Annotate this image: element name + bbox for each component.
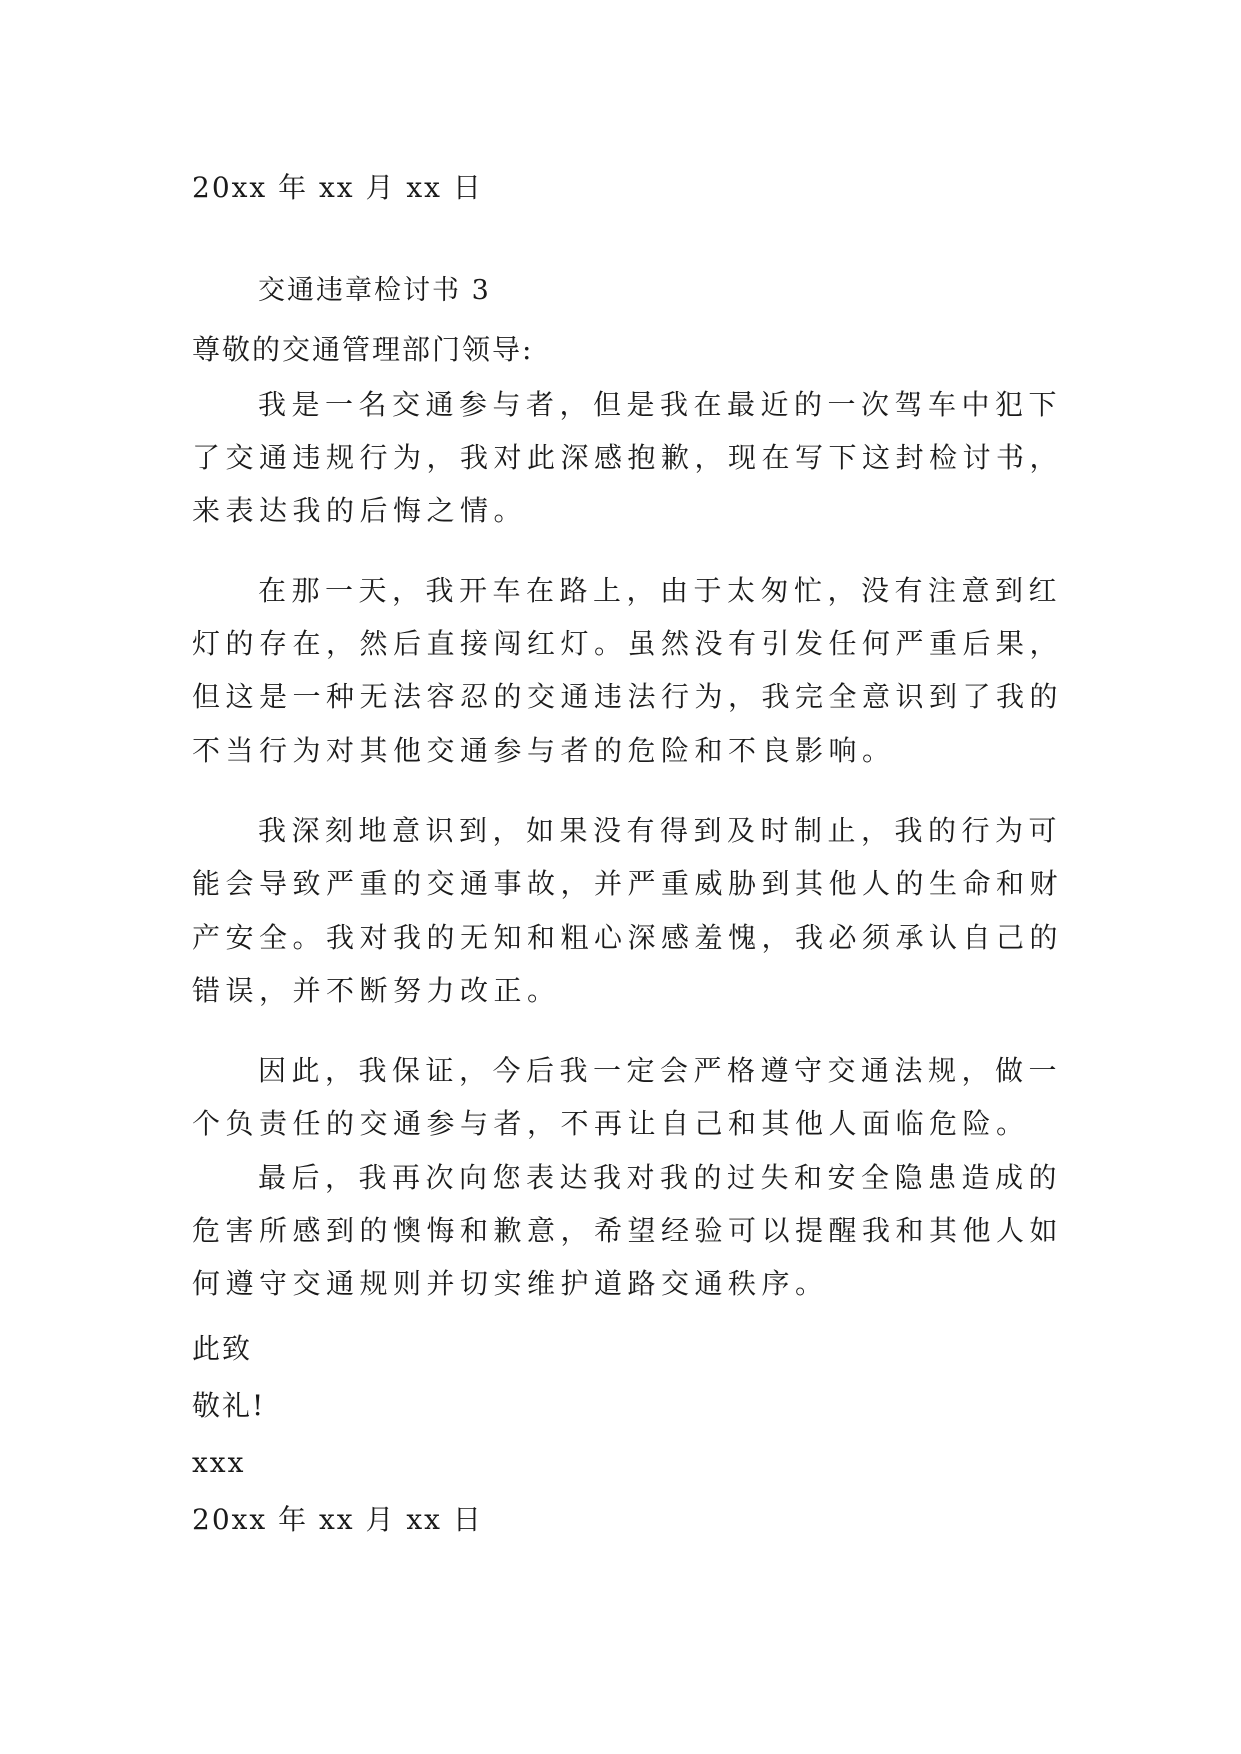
paragraph-1-line-1: 我是一名交通参与者，但是我在最近的一次驾车中犯下 <box>258 388 1063 421</box>
paragraph-2-line-2: 灯的存在，然后直接闯红灯。虽然没有引发任何严重后果， <box>192 627 1064 660</box>
paragraph-4-line-1: 因此，我保证，今后我一定会严格遵守交通法规，做一 <box>258 1054 1063 1087</box>
salutation: 尊敬的交通管理部门领导: <box>192 333 534 366</box>
closing-1: 此致 <box>192 1332 253 1365</box>
paragraph-4-line-2: 个负责任的交通参与者，不再让自己和其他人面临危险。 <box>192 1107 1030 1140</box>
paragraph-5-line-1: 最后，我再次向您表达我对我的过失和安全隐患造成的 <box>258 1161 1063 1194</box>
paragraph-1-line-3: 来表达我的后悔之情。 <box>192 494 528 527</box>
closing-2: 敬礼! <box>192 1389 266 1422</box>
signature: xxx <box>192 1446 246 1479</box>
paragraph-1-line-2: 了交通违规行为，我对此深感抱歉，现在写下这封检讨书， <box>192 441 1064 474</box>
paragraph-2-line-1: 在那一天，我开车在路上，由于太匆忙，没有注意到红 <box>258 574 1063 607</box>
paragraph-5-line-2: 危害所感到的懊悔和歉意，希望经验可以提醒我和其他人如 <box>192 1214 1064 1247</box>
paragraph-3-line-4: 错误，并不断努力改正。 <box>192 974 561 1007</box>
date-top: 20xx 年 xx 月 xx 日 <box>192 171 483 204</box>
paragraph-3-line-3: 产安全。我对我的无知和粗心深感羞愧，我必须承认自己的 <box>192 921 1064 954</box>
paragraph-5-line-3: 何遵守交通规则并切实维护道路交通秩序。 <box>192 1267 829 1300</box>
date-bottom: 20xx 年 xx 月 xx 日 <box>192 1503 483 1536</box>
paragraph-3-line-1: 我深刻地意识到，如果没有得到及时制止，我的行为可 <box>258 814 1063 847</box>
paragraph-2-line-3: 但这是一种无法容忍的交通违法行为，我完全意识到了我的 <box>192 680 1064 713</box>
paragraph-2-line-4: 不当行为对其他交通参与者的危险和不良影响。 <box>192 734 896 767</box>
paragraph-3-line-2: 能会导致严重的交通事故，并严重威胁到其他人的生命和财 <box>192 867 1064 900</box>
document-title: 交通违章检讨书 3 <box>258 275 491 306</box>
